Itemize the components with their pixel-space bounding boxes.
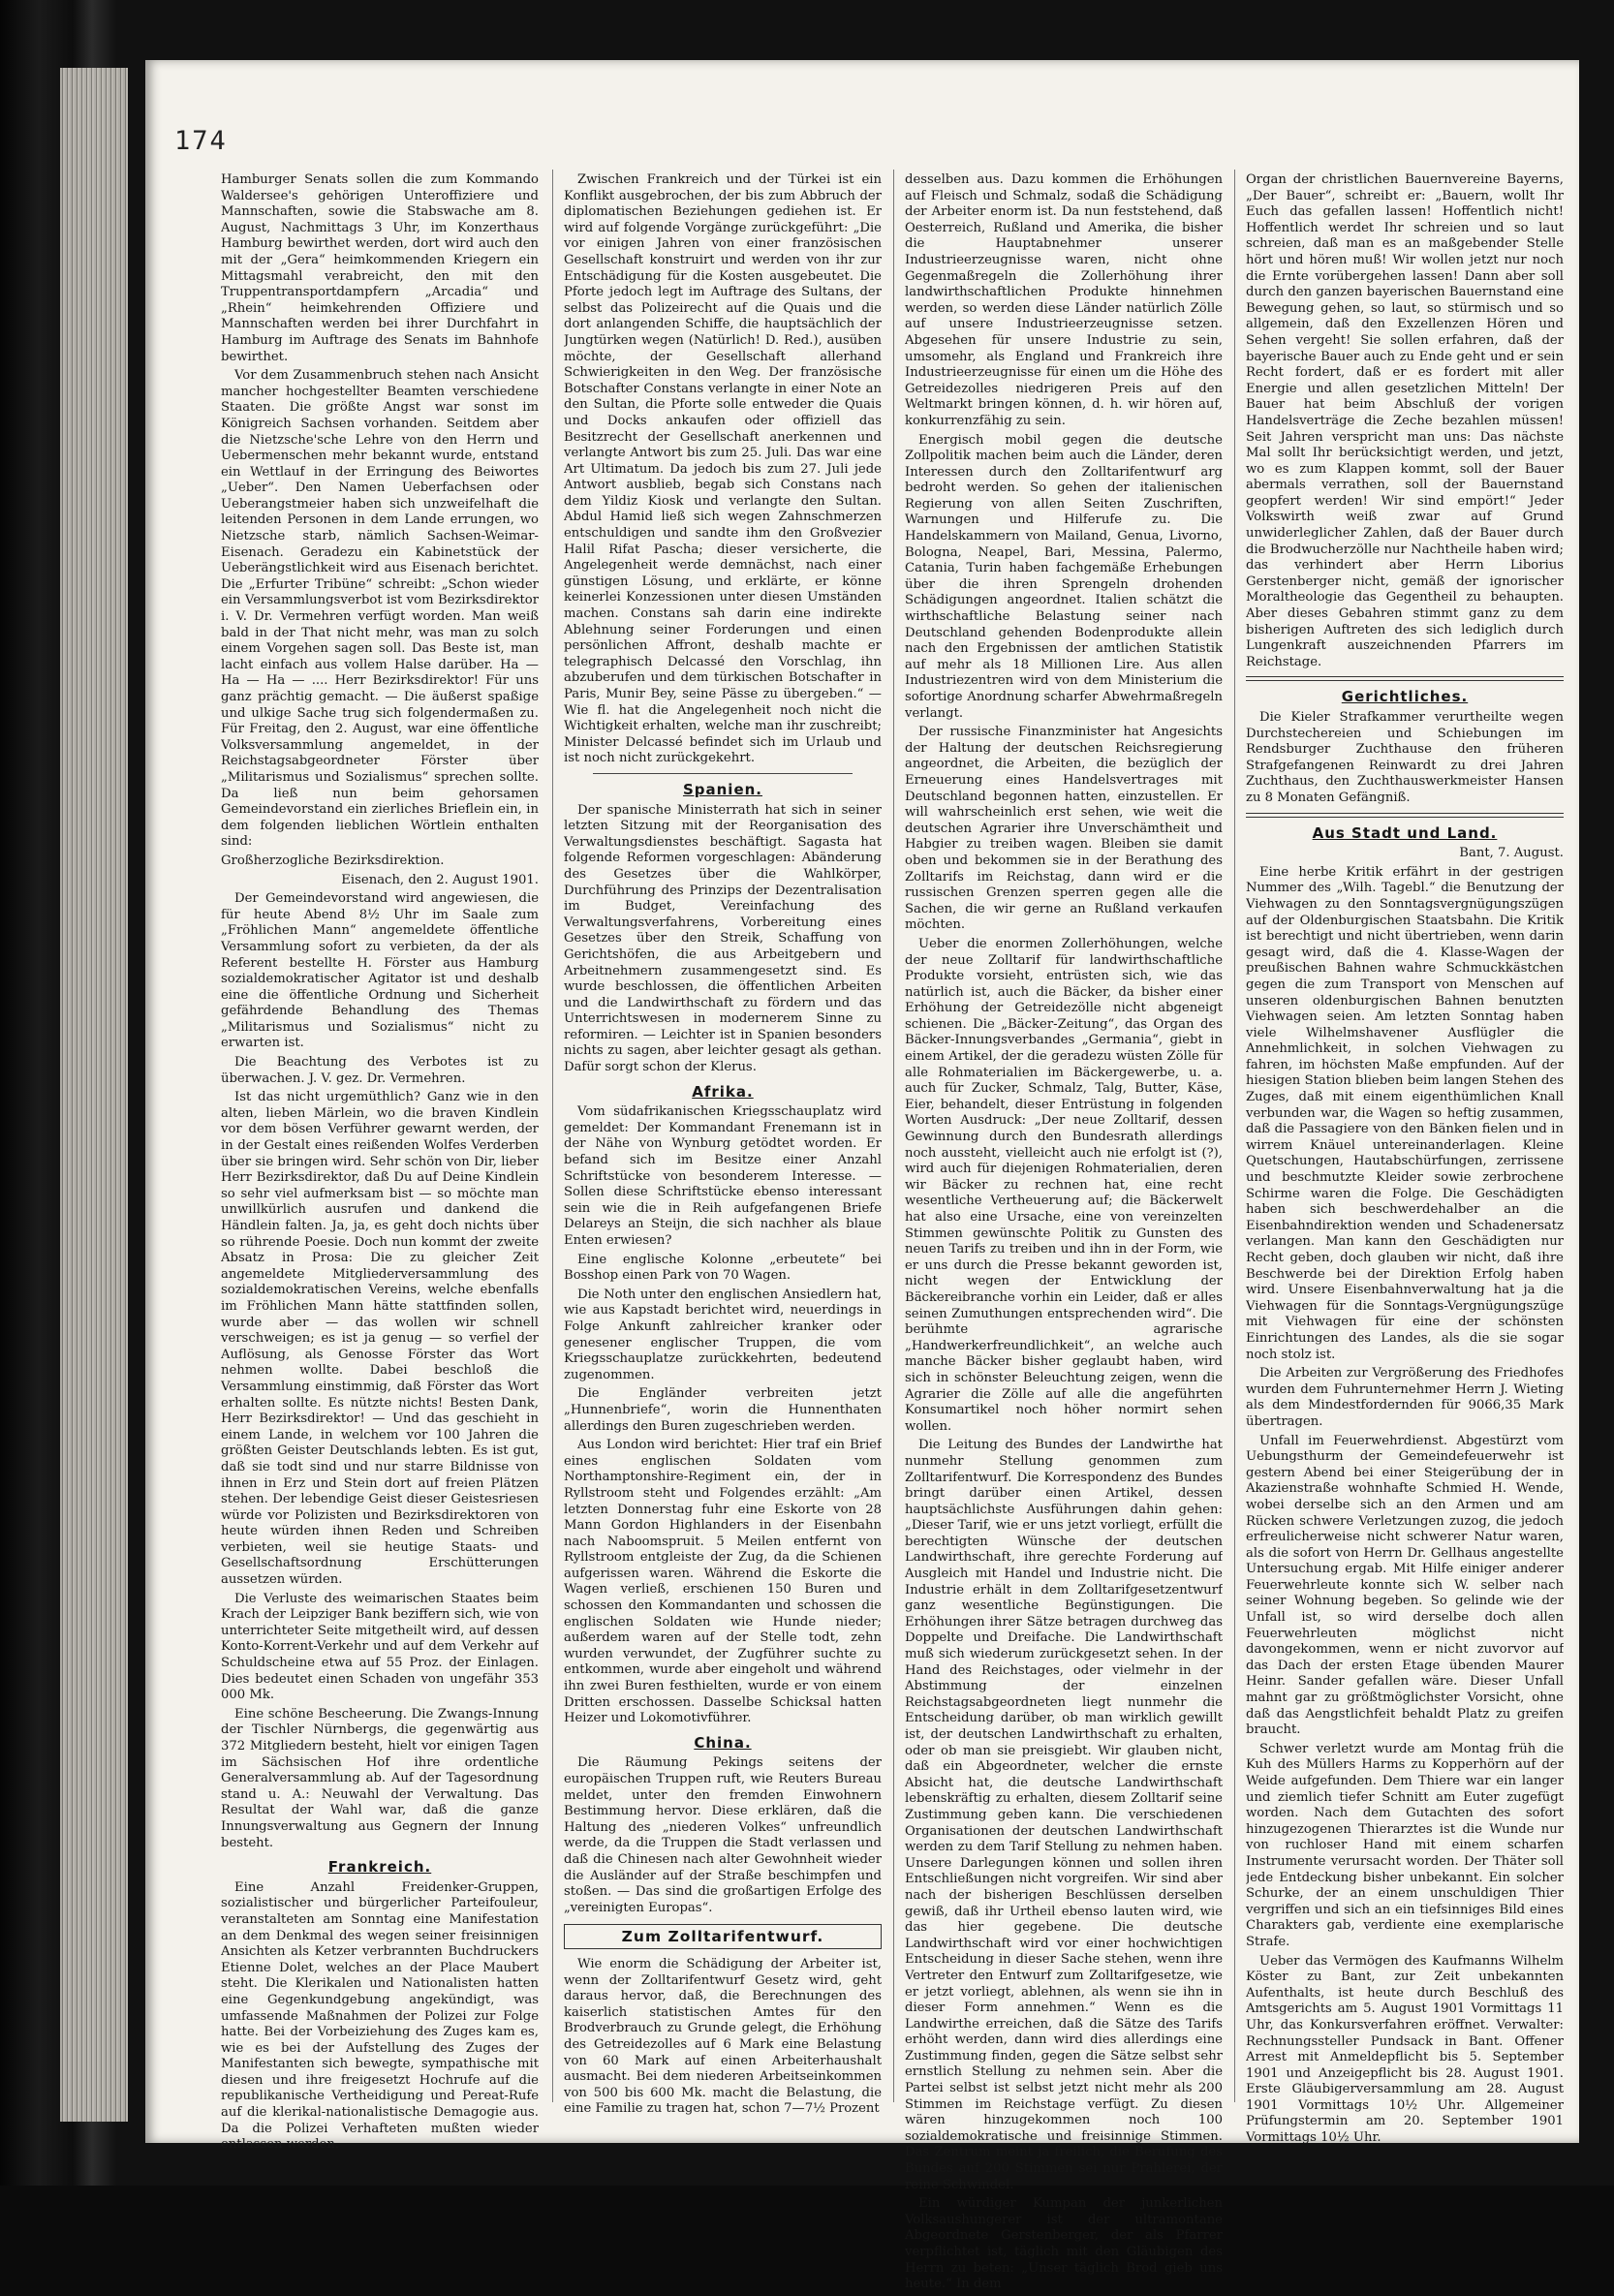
article-paragraph: Wie enorm die Schädigung der Arbeiter ist, wenn der Zolltarifentwurf Gesetz wird, geht daraus hervor, daß, die Berechnungen des kaiserlich statistischen Amtes für den Brodverbrauch zu Grunde gelegt, die Erhöhung des Getreidezolles auf 6 Mark eine Belastung von 60 Mark auf einen Arbeiterhaushalt ausmacht. Bei dem niederen Arbeitseinkommen von 500 bis 600 Mk. macht die Belastung, die eine Familie zu tragen hat, schon 7—7½ Prozent (564, 1956, 882, 2117)
column-1 (221, 172, 539, 2156)
article-paragraph: Die Räumung Pekings seitens der europäischen Truppen ruft, wie Reuters Bureau meldet, unter den fremden Einwohnern Bestimmung hervor. Diese erklären, daß die Haltung des „niederen Volkes“ unfreundlich werde, da die Truppen die Stadt verlassen und daß die Chinesen nach alter Gewohnheit wieder die Ausländer auf der Straße beschimpfen und stoßen. — Das sind die großartigen Erfolge des „vereinigten Europas“. (564, 1755, 882, 1915)
article-paragraph: Zwischen Frankreich und der Türkei ist ein Konflikt ausgebrochen, der bis zum Abbruch der diplomatischen Beziehungen gediehen ist. Er wird auf folgende Vorgänge zurückgeführt: „Die vor einigen Jahren von einer französischen Gesellschaft konstruirt und werden von ihr zur Entschädigung für die Kosten ausgebeutet. Die Pforte jedoch legt im Auftrage des Sultans, der selbst das Polizeirecht auf die Quais und die dort anlangenden Schiffe, die hauptsächlich der Jungtürken wegen (Natürlich! D. Red.), ausüben möchte, der Gesellschaft allerhand Schwierigkeiten in den Weg. Der französische Botschafter Constans verlangte in einer Note an den Sultan, die Pforte solle entweder die Quais und Docks ankaufen oder offiziell das Besitzrecht der Gesellschaft anerkennen und verlangte Antwort bis zum 25. Juli. Das war eine Art Ultimatum. Da jedoch bis zum 27. Juli jede Antwort ausblieb, begab sich Constans nach dem Yildiz Kiosk und verlangte den Sultan. Abdul Hamid ließ sich wegen Zahnschmerzen entschuldigen und sandte ihm den Großvezier Halil Rifat Pascha; dieser versicherte, die Angelegenheit werde demnächst, nach einer günstigen Lösung, und erklärte, er könne keinerlei Konzessionen unter diesen Umständen machen. Constans sah darin eine indirekte Ablehnung seiner Forderungen und einen persönlichen Affront, deshalb machte er telegraphisch Delcassé den Vorschlag, ihn abzuberufen und dem türkischen Botschafter in Paris, Munir Bey, seine Pässe zu übergeben.“ — Wie fl. hat die Angelegenheit noch nicht die Wichtigkeit erhalten, welche man ihr zuschreibt; Minister Delcassé befindet sich im Urlaub und ist noch nicht zurückgekehrt. (564, 172, 882, 766)
dateline: Bant, 7. August. (1459, 846, 1564, 861)
article-paragraph: Die Arbeiten zur Vergrößerung des Friedhofes wurden dem Fuhrunternehmer Herrn J. Wieting als dem Mindestfordernden für 9066,35 Mark übertragen. (1246, 1366, 1564, 1429)
section-heading: Frankreich. (327, 1858, 432, 1877)
article-paragraph: Der spanische Ministerrath hat sich in seiner letzten Sitzung mit der Reorganisation des Verwaltungsdienstes beschäftigt. Sagasta hat folgende Reformen vorgeschlagen: Abänderung des Gesetzes über die Wahlkörper, Durchführung des Prinzips der Dezentralisation im Budget, Vereinfachung des Verwaltungsverfahrens, Vorbereitung eines Gesetzes über den Streik, Schaffung von Gerichtshöfen, die aus Arbeitgebern und Arbeitnehmern zusammengesetzt sind. Es wurde beschlossen, die öffentlichen Arbeiten und die Landwirthschaft zu fördern und das Unterrichtswesen in modernerem Sinne zu reformiren. — Leichter ist in Spanien besonders nichts zu sagen, aber leichter gesagt als gethan. Dafür sorgt schon der Klerus. (564, 802, 882, 1075)
article-paragraph: Vor dem Zusammenbruch stehen nach Ansicht mancher hochgestellter Beamten verschiedene Staaten. Die größte Angst war sonst im Königreich Sachsen vorhanden. Seitdem aber die Nietzsche'sche Lehre von den Herrn und Uebermenschen mehr bekannt wurde, entstand ein Wettlauf in der Erringung des Beiwortes „Ueber“. Den Namen Ueberfachsen oder Ueberangstmeier haben sich unzweifelhaft die leitenden Personen in dem Lande errungen, wo Nietzsche starb, nämlich Sachsen-Weimar-Eisenach. Geradezu ein Kabinetstück der Ueberängstlichkeit wird aus Eisenach berichtet. Die „Erfurter Tribüne“ schreibt: „Schon wieder ein Versammlungsverbot ist vom Bezirksdirektor i. V. Dr. Vermehren verfügt worden. Man weiß bald in der That nicht mehr, was man zu solch einem Vorgehen sagen soll. Das Beste ist, man lacht einfach aus vollem Halse darüber. Ha — Ha — Ha — .... Herr Bezirksdirektor! Für uns ganz prächtig gemacht. — Die äußerst spaßige und ulkige Sache trug sich folgendermaßen zu. Für Freitag, den 2. August, war eine öffentliche Volksversammlung angemeldet, in der Reichstagsabgeordneter Förster über „Militarismus und Sozialismus“ sprechen sollte. Da ließ nun beim gehorsamen Gemeindevorstand ein zierliches Brieflein ein, in dem folgenden lieblichen Wörtlein enthalten sind: (221, 368, 539, 850)
article-paragraph: Energisch mobil gegen die deutsche Zollpolitik machen beim auch die Länder, deren Interessen durch den Zolltarifentwurf arg bedroht werden. So gehen der italienischen Regierung von allen Seiten Zuschriften, Warnungen und Hilferufe zu. Die Handelskammern von Mailand, Genua, Livorno, Bologna, Neapel, Bari, Messina, Palermo, Catania, Turin haben fachgemäße Erhebungen über die ihren Sprengeln drohenden Schädigungen angeordnet. Italien schätzt die wirthschaftliche Belastung seiner nach Deutschland gehenden Bodenprodukte allein nach den Ergebnissen der amtlichen Statistik auf mehr als 18 Millionen Lire. Aus allen Industriezentren wird von dem Ministerium die sofortige Anordnung scharfer Abwehrmaßregeln verlangt. (905, 432, 1223, 721)
section-heading: Aus Stadt und Land. (1312, 823, 1498, 842)
article-paragraph: Ueber das Vermögen des Kaufmanns Wilhelm Köster zu Bant, zur Zeit unbekannten Aufenthalts, ist heute durch Beschluß des Amtsgerichts am 5. August 1901 Vormittags 11 Uhr, das Konkursverfahren eröffnet. Verwalter: Rechnungssteller Pundsack in Bant. Offener Arrest mit Anmeldepflicht bis 5. September 1901 und Anzeigepflicht bis 28. August 1901. Erste Gläubigerversammlung am 28. August 1901 Vormittags 10½ Uhr. Allgemeiner Prüfungstermin am 20. September 1901 Vormittags 10½ Uhr. (1246, 1953, 1564, 2146)
article-paragraph: desselben aus. Dazu kommen die Erhöhungen auf Fleisch und Schmalz, sodaß die Schädigung der Arbeiter enorm ist. Da nun feststehend, daß Oesterreich, Rußland und Amerika, die bisher die Hauptabnehmer unserer Industrieerzeugnisse waren, nicht ohne Gegenmaßregeln die Zollerhöhung ihrer landwirthschaftlichen Produkte hinnehmen werden, so werden diese Länder natürlich Zölle auf unsere Industrieerzeugnisse setzen. Abgesehen für unsere Industrie zu sein, umsomehr, als England und Frankreich ihre Industrieerzeugnisse für einen um die Höhe des Getreidezolles niedrigeren Preis auf den Weltmarkt bringen können, d. h. wir hören auf, konkurrenzfähig zu sein. (905, 172, 1223, 428)
article-divider (593, 773, 853, 774)
section-heading: Gerichtliches. (1341, 688, 1469, 706)
article-paragraph: Ueber die enormen Zollerhöhungen, welche der neue Zolltarif für landwirthschaftliche Produkte vorsieht, entrüsten sich, wie das natürlich ist, auch die Bäcker, da bisher einer Erhöhung der Getreidezölle nicht abgeneigt schienen. Die „Bäcker-Zeitung“, das Organ des Bäcker-Innungsverbandes „Germania“, giebt in einem Artikel, der die geradezu wüsten Zölle für alle Rohmaterialien im Bäckergewerbe, u. a. auch für Zucker, Schmalz, Talg, Butter, Käse, Eier, behandelt, dieser Entrüstung in folgenden Worten Ausdruck: „Der neue Zolltarif, dessen Gewinnung durch den Bundesrath allerdings noch aussteht, vielleicht auch nie erfolgt ist (?), wird auch für diejenigen Rohmaterialien, deren wir Bäcker zu rechnen hat, eine recht wesentliche Vertheuerung auf; die Bäckerwelt hat also eine Ursache, eine von vereinzelten Stimmen gewünschte Politik zu Gunsten des neuen Tarifs zu treiben und ihn in der Form, wie er uns durch die Presse bekannt geworden ist, nicht wegen der Entwicklung der Bäckereibranche vorhin ein Leider, daß er alles seinen Zumuthungen entsprechenden wird“. Die berühmte agrarische „Handwerkerfreundlichkeit“, an welche auch manche Bäcker bisher geglaubt haben, wird sich in schönster Beleuchtung zeigen, wenn die Agrarier die Zölle auf alle die angeführten Konsumartikel noch höher normirt sehen wollen. (905, 936, 1223, 1434)
page-number: 174 (174, 126, 228, 156)
article-paragraph: Die Verluste des weimarischen Staates beim Krach der Leipziger Bank beziffern sich, wie von unterrichteter Seite mitgetheilt wird, auf dessen Konto-Korrent-Verkehr und auf dem Verkehr auf Schuldscheine etwa auf 55 Proz. der Einlagen. Dies bedeutet einen Schaden von ungefähr 353 000 Mk. (221, 1591, 539, 1703)
letter-heading: Großherzogliche Bezirksdirektion. (221, 853, 445, 868)
article-paragraph: Eine schöne Bescheerung. Die Zwangs-Innung der Tischler Nürnbergs, die gegenwärtig aus 372 Mitgliedern besteht, hielt vor einigen Tagen im Sächsischen Hof ihre ordentliche Generalversammlung ab. Auf der Tagesordnung stand u. A.: Neuwahl der Verwaltung. Das Resultat der Wahl war, daß die ganze Innungsverwaltung aus Gegnern der Innung besteht. (221, 1706, 539, 1850)
article-paragraph: Der russische Finanzminister hat Angesichts der Haltung der deutschen Reichsregierung angeordnet, die Arbeiten, die bezüglich der Erneuerung eines Handelsvertrages mit Deutschland begonnen hatten, einzustellen. Er will wahrscheinlich erst sehen, wie weit die deutschen Agrarier ihre Unverschämtheit und Habgier zu treiben wagen. Bleiben sie damit oben und bekommen sie in der Berathung des Zolltarifs im Reichstag, dann wird er die russischen Grenzen sperren gegen alle die Sachen, die wir gerne an Rußland verkaufen möchten. (905, 725, 1223, 933)
boxed-section-heading: Zum Zolltarifentwurf. (564, 1924, 882, 1949)
article-paragraph: Aus London wird berichtet: Hier traf ein Brief eines englischen Soldaten vom Northamptonshire-Regiment ein, der in Ryllstroom steht und Folgendes erzählt: „Am letzten Donnerstag fuhr eine Eskorte von 28 Mann Gordon Highlanders in der Eisenbahn nach Naboomspruit. 5 Meilen entfernt von Ryllstroom entgleiste der Zug, da die Schienen aufgerissen waren. Während die Eskorte die Wagen verließ, erschienen 150 Buren und schossen den Kommandanten und schossen die englischen Soldaten wie Hunde nieder; außerdem waren auf der Stelle todt, zehn wurden verwundet, der Zugführer suchte zu entkommen, wurde aber eingeholt und während ihn zwei Buren festhielten, wurde er von einem Dritten erschossen. Dasselbe Schicksal hatten Heizer und Lokomotivführer. (564, 1438, 882, 1726)
article-paragraph: Eine englische Kolonne „erbeutete“ bei Bosshop einen Park von 70 Wagen. (564, 1252, 882, 1284)
column-4 (1246, 172, 1564, 2150)
article-paragraph: Ein würdiger Kumpan der junkerlichen Volksaushungerer ist der ultramontane Abgeordnete Gerstenberger, der als Pfarrer verpflichtet ist, täglich mit den Gläubigen des Herrn zu beten: „Unser täglich Brod gieb uns heute.“ In dem (905, 2196, 1223, 2292)
section-heading: China. (694, 1733, 752, 1752)
bound-page-edges (60, 68, 128, 2122)
column-divider (552, 170, 553, 2102)
article-paragraph: Die Leitung des Bundes der Landwirthe hat nunmehr Stellung genommen zum Zolltarifentwurf. Die Korrespondenz des Bundes bringt darüber einen Artikel, dessen hauptsächlichste Ausführungen dahin gehen: „Dieser Tarif, wie er uns jetzt vorliegt, erfüllt die berechtigten Wünsche der deutschen Landwirthschaft, ihre gerechte Forderung auf Ausgleich mit Handel und Industrie nicht. Die Industrie erhält in dem Zolltarifgesetzentwurf ganz wesentliche Begünstigungen. Die Erhöhungen ihrer Sätze betragen durchweg das Doppelte und Dreifache. Die Landwirthschaft muß sich wiederum zurückgesetzt sehen. In der Hand des Reichstages, oder vielmehr in der Abstimmung der einzelnen Reichstagsabgeordneten liegt nunmehr die Entscheidung darüber, ob man wirklich gewillt ist, der deutschen Landwirthschaft zu erhalten, oder ob man sie preisgiebt. Wir glauben nicht, daß ein Abgeordneter, welcher die ernste Absicht hat, die deutsche Landwirthschaft lebenskräftig zu erhalten, diesem Zolltarif seine Zustimmung geben kann. Die verschiedenen Organisationen der deutschen Landwirthschaft werden zu dem Tarif Stellung zu nehmen haben. Unsere Darlegungen können und sollen ihren Entschließungen nicht vorgreifen. Wir sind aber nach der bisherigen Beschlüssen derselben gewiß, daß ihr Urtheil ebenso lauten wird, wie das hier gegebene. Die deutsche Landwirthschaft wird vor einer hochwichtigen Entscheidung in dieser Sache stehen, wenn ihre Vertreter den Entwurf zum Zolltarifgesetze, wie er jetzt vorliegt, ablehnen, als wenn sie ihn in dieser Form annehmen.“ Wenn es die Landwirthe erreichen, daß die Sätze des Tarifs erhöht werden, dann wird dies allerdings eine Zustimmung finden, gegen die Sätze selbst sehr ernstlich Stellung zu nehmen sein. Aber die Partei selbst ist selbst jetzt nicht mehr als 200 Stimmen im Reichstage verfügt. Zu diesen wären hinzugekommen noch 100 sozialdemokratische und freisinnige Stimmen. Das Zentrum meint ja freilich, die Berufung des Bundes auf 200 Stimmen sei nur Prahlerei, der reine Schwindel. (905, 1438, 1223, 2192)
article-paragraph: Die Kieler Strafkammer verurtheilte wegen Durchstechereien und Schiebungen im Rendsburger Zuchthause den früheren Strafgefangenen Reinwardt zu drei Jahren Zuchthaus, den Zuchthauswerkmeister Hansen zu 8 Monaten Gefängniß. (1246, 710, 1564, 805)
column-3 (905, 172, 1223, 2296)
letter-body: Der Gemeindevorstand wird angewiesen, die für heute Abend 8½ Uhr im Saale zum „Fröhlichen Mann“ angemeldete öffentliche Versammlung sofort zu verbieten, da der als Referent bestellte H. Förster aus Hamburg sozialdemokratischer Agitator ist und deshalb eine die öffentliche Ordnung und Sicherheit gefährdende Behandlung des Themas „Militarismus und Sozialismus“ nicht zu erwarten ist. (221, 891, 539, 1051)
article-paragraph: Eine Anzahl Freidenker-Gruppen, sozialistischer und bürgerlicher Parteifouleur, veranstalteten am Sonntag eine Manifestation an dem Denkmal des wegen seiner freisinnigen Ansichten als Ketzer verbrannten Buchdruckers Etienne Dolet, welches an der Place Maubert steht. Die Klerikalen und Nationalisten hatten eine Gegenkundgebung angekündigt, was umfassende Maßnahmen der Polizei zur Folge hatte. Bei der Vorbeiziehung des Zuges kam es, wie es bei der Aufstellung des Zuges der Manifestanten sich bewegte, sympathische mit diesen und ihre freigesetzt Hochrufe auf die republikanische Vertheidigung und Pereat-Rufe auf die klerikal-nationalistische Demagogie aus. Da die Polizei Verhafteten mußten wieder entlassen werden. (221, 1879, 539, 2153)
article-paragraph: Die Engländer verbreiten jetzt „Hunnenbriefe“, worin die Hunnenthaten allerdings den Buren zugeschrieben werden. (564, 1386, 882, 1434)
article-paragraph: Vom südafrikanischen Kriegsschauplatz wird gemeldet: Der Kommandant Frenemann ist in der Nähe von Wynburg getödtet worden. Er befand sich im Besitze einer Anzahl Schriftstücke von besonderem Interesse. — Sollen diese Schriftstücke ebenso interessant sein wie die in Reih aufgefangenen Briefe Delareys an Steijn, die sich nachher als blaue Enten erwiesen? (564, 1104, 882, 1248)
article-paragraph: Schwer verletzt wurde am Montag früh die Kuh des Müllers Harms zu Kopperhörn auf der Weide aufgefunden. Dem Thiere war ein langer und ziemlich tiefer Schnitt am Euter zugefügt worden. Nach dem Gutachten des sofort hinzugezogenen Thierarztes ist die Wunde nur von ruchloser Hand mit einem scharfen Instrumente verursacht worden. Der Thäter soll jede Entdeckung bisher unbekannt. Ein solcher Schurke, der an einem unschuldigen Thier vergriffen und sich an ein tiefsinniges Bild eines Charakters gab, verdiente eine exemplarische Strafe. (1246, 1741, 1564, 1949)
section-heading: Afrika. (692, 1082, 754, 1101)
letter-signature: Die Beachtung des Verbotes ist zu überwachen. J. V. gez. Dr. Vermehren. (221, 1055, 539, 1086)
column-2 (564, 172, 882, 2121)
section-heading: Spanien. (682, 780, 763, 798)
column-divider (1234, 170, 1235, 2102)
article-paragraph: Hamburger Senats sollen die zum Kommando Waldersee's gehörigen Unteroffiziere und Mannschaften, sowie die Stabswache am 8. August, Nachmittags 3 Uhr, im Konzerthaus Hamburg bewirthet werden, dort wird auch den mit der „Gera“ heimkommenden Kriegern ein Mittagsmahl verabreicht, den mit den Truppentransportdampfern „Arcadia“ und „Rhein“ heimkehrenden Offiziere und Mannschaften werden bei ihrer Durchfahrt in Hamburg im Auftrage des Senats im Bahnhofe bewirthet. (221, 172, 539, 364)
article-paragraph: Die Noth unter den englischen Ansiedlern hat, wie aus Kapstadt berichtet wird, neuerdings in Folge Ankunft zahlreicher kranker oder genesener englischer Truppen, die vom Kriegsschauplatze zurückkehrten, bedeutend zugenommen. (564, 1287, 882, 1382)
article-paragraph: Ist das nicht urgemüthlich? Ganz wie in den alten, lieben Märlein, wo die braven Kindlein vor dem bösen Verführer gewarnt werden, der in der Gestalt eines reißenden Wolfes Verderben über sie bringen wird. Sehr schön von Dir, lieber Herr Bezirksdirektor, daß Du auf Deine Kindlein so sehr viel aufmerksam bist — so möchte man unwillkürlich ausrufen und dankend die Händlein falten. Ja, ja, es geht doch nichts über so rührende Poesie. Doch nun kommt der zweite Absatz in Prosa: Die zu gleicher Zeit angemeldete Mitgliederversammlung des sozialdemokratischen Vereins, welche ebenfalls im Fröhlichen Mann hätte stattfinden sollen, wurde aber — das wollen wir schnell verschweigen; es ist ja genug — so verfiel der Auflösung, als Genosse Förster das Wort nehmen wollte. Dabei beschloß die Versammlung einstimmig, daß Förster das Wort erhalten sollte. Es nützte nichts! Besten Dank, Herr Bezirksdirektor! — Und das geschieht in einem Lande, in welchem vor 100 Jahren die größten Geister Deutschlands lebten. Es ist gut, daß sie todt sind und nur starre Bildnisse von ihnen in Erz und Stein dort auf freien Plätzen stehen. Der lebendige Geist dieser Geistesriesen würde vor Polizisten und Bezirksdirektoren von heute würden ihnen Reden und Schreiben verbieten, weil sie heutige Staats- und Gesellschaftsordnung Erschütterungen aussetzen würden. (221, 1090, 539, 1588)
article-paragraph: Unfall im Feuerwehrdienst. Abgestürzt vom Uebungsthurm der Gemeindefeuerwehr ist gestern Abend bei einer Steigerübung der in Akazienstraße wohnhafte Schmied H. Wende, wobei derselbe sich an den Armen und am Rücken schwere Verletzungen zuzog, die jedoch erfreulicherweise nicht schwerer Natur waren, als die sofort von Herrn Dr. Gellhaus angestellte Untersuchung ergab. Mit Hilfe einiger anderer Feuerwehrleute konnte sich W. selber nach seiner Wohnung begeben. So gelinde wie der Unfall ist, so wird derselbe doch allen Feuerwehrleuten möglichst nicht davongekommen, wenn er nicht zuvorvor auf das Dach der ersten Etage übenden Maurer Heinr. Sander gefallen wäre. Dieser Unfall mahnt gar zu größtmöglichster Vorsicht, ohne daß das Aengstlichfeit behaldt Platz zu greifen braucht. (1246, 1433, 1564, 1738)
letter-dateline: Eisenach, den 2. August 1901. (341, 872, 539, 887)
article-paragraph: Organ der christlichen Bauernvereine Bayerns, „Der Bauer“, schreibt er: „Bauern, wollt Ihr Euch das gefallen lassen! Hoffentlich nicht! Hoffentlich werdet Ihr schreien und so laut schreien, daß man es an maßgebender Stelle hört und hören muß! Wir wollen jetzt nur noch die Ernte vorübergehen lassen! Dann aber soll durch den ganzen bayerischen Bauernstand eine Bewegung gehen, so laut, so stürmisch und so allgemein, daß den Exzellenzen Hören und Sehen vergeht! Sie sollen erfahren, daß der bayerische Bauer auch zu Ende geht und er sein Recht fordert, daß er es fordert mit aller Energie und allen gesetzlichen Mitteln! Der Bauer hat beim Abschluß der vorigen Handelsverträge die Zeche bezahlen müssen! Seit Jahren verspricht man uns: Das nächste Mal sollt Ihr berücksichtigt werden, und jetzt, wo es zum Klappen kommt, soll der Bauer abermals verrathen, soll der Bauernstand geopfert werden! Wir sind empört!“ Jeder Volkswirth weiß zwar auf Grund unwiderleglicher Zahlen, daß der Bauer durch die Brodwucherzölle nur Nachtheile haben wird; das verhindert aber Herrn Liborius Gerstenberger nicht, gemäß der ignorischer Moraltheologie das Gegentheil zu behaupten. Aber dieses Gebahren stimmt ganz zu dem bisherigen Auftreten des sich lediglich durch Lungenkraft auszeichnenden Pfarrers im Reichstage. (1246, 172, 1564, 669)
section-divider (1246, 676, 1564, 681)
section-divider (1246, 813, 1564, 818)
article-paragraph: Eine herbe Kritik erfährt in der gestrigen Nummer des „Wilh. Tagebl.“ die Benutzung der Viehwagen zu den Sonntagsvergnügungszügen auf der Oldenburgischen Staatsbahn. Die Kritik ist berechtigt und nicht übertrieben, wenn darin gesagt wird, daß die 4. Klasse-Wagen der preußischen Bahnen wahre Schmuckkästchen gegen die zum Transport von Menschen auf unseren oldenburgischen Bahnen benutzten Viehwagen seien. Am letzten Sonntag haben viele Wilhelmshavener Ausflügler die Annehmlichkeit, in solchen Viehwagen zu fahren, im höchsten Maße empfunden. Auf der hiesigen Station blieben beim langen Stehen des Zuges, daß mit einem eigenthümlichen Knall verbunden war, die Wagen so heftig zusammen, daß die Passagiere von den Bänken fielen und in wirrem Knäuel untereinanderlagen. Kleine Quetschungen, Hautabschürfungen, zerrissene und beschmutzte Kleider sowie zerbrochene Schirme waren die Folge. Die Geschädigten haben sich beschwerdehalber an die Eisenbahndirektion wenden und Schadenersatz verlangen. Man kann den Geschädigten nur Recht geben, doch glauben wir nicht, daß ihre Beschwerde bei der Direktion Erfolg haben wird. Unsere Eisenbahnverwaltung hat ja die Viehwagen für die Sonntags-Vergnügungszüge mit Viehwagen für eine der schönsten Einrichtungen des Landes, als die sie sogar noch stolz ist. (1246, 864, 1564, 1362)
column-divider (893, 170, 894, 2102)
